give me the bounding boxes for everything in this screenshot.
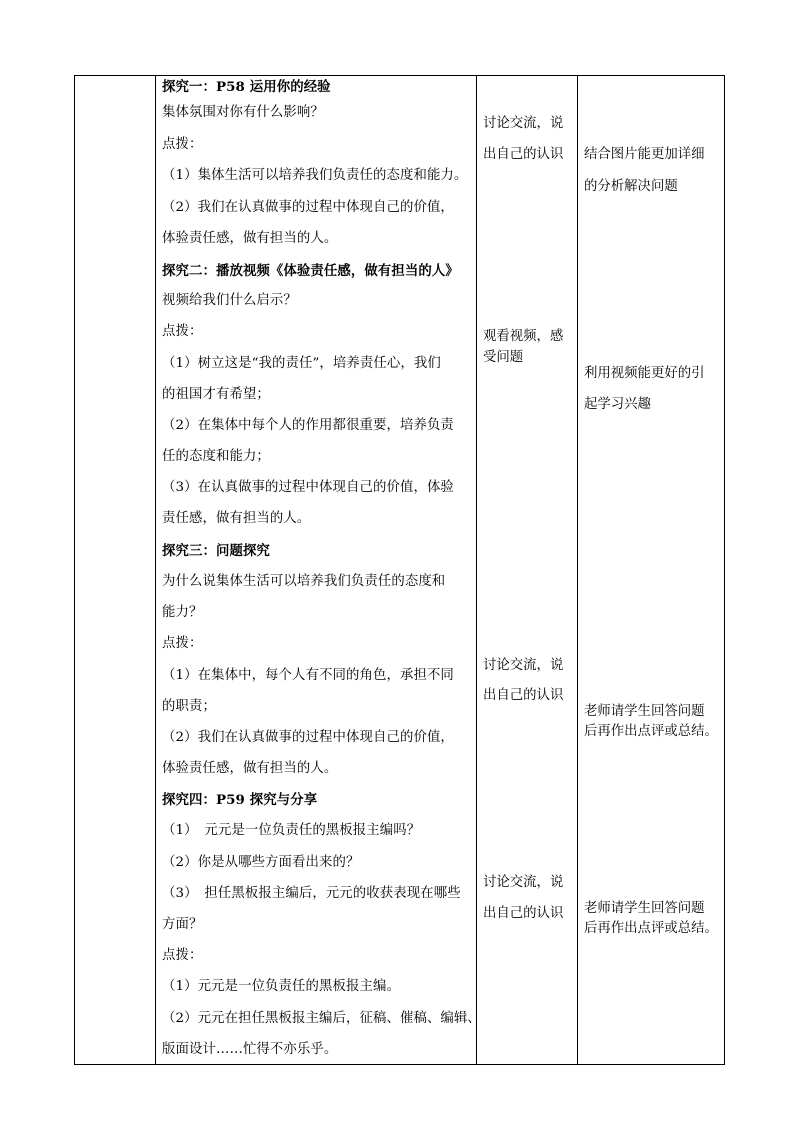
design-intent-2: 起学习兴趣 [584, 397, 651, 412]
section-2-line: 点拨： [162, 324, 203, 339]
section-3-line: 体验责任感，做有担当的人。 [162, 761, 338, 776]
section-2-line: 责任感，做有担当的人。 [162, 511, 311, 526]
section-2-line: （3）在认真做事的过程中体现自己的价值，体验 [162, 480, 454, 495]
section-1-line: 体验责任感，做有担当的人。 [162, 231, 338, 246]
student-activity-3: 出自己的认识 [483, 688, 564, 703]
section-1-line: 集体氛围对你有什么影响？ [162, 105, 324, 120]
section-3-line: 为什么说集体生活可以培养我们负责任的态度和 [162, 574, 446, 589]
student-activity-2: 受问题 [483, 350, 524, 365]
student-activity-1: 讨论交流，说 [483, 116, 564, 131]
design-intent-4: 老师请学生回答问题 [584, 901, 705, 916]
design-intent-1: 的分析解决问题 [584, 179, 678, 194]
table-row [75, 76, 725, 1065]
design-intent-2: 利用视频能更好的引 [584, 366, 705, 381]
design-intent-4: 后再作出点评或总结。 [584, 921, 718, 936]
section-4-line: （3） 担任黑板报主编后，元元的收获表现在哪些 [162, 886, 461, 901]
section-1-line: （2）我们在认真做事的过程中体现自己的价值， [162, 200, 454, 215]
design-intent-1: 结合图片能更加详细 [584, 147, 705, 162]
section-4-line: 点拨： [162, 948, 203, 963]
blank-column-cell [75, 76, 156, 1065]
section-2-line: 的祖国才有希望； [162, 387, 270, 402]
section-1-title: 探究一：P58 运用你的经验 [162, 79, 331, 95]
section-4-line: （2）你是从哪些方面看出来的？ [162, 855, 360, 870]
design-intent-cell [578, 76, 725, 1065]
section-3-title: 探究三：问题探究 [162, 543, 270, 559]
design-intent-3: 后再作出点评或总结。 [584, 724, 718, 739]
student-activity-3: 讨论交流，说 [483, 658, 564, 673]
student-activity-2: 观看视频，感 [483, 329, 564, 344]
section-1-line: （1）集体生活可以培养我们负责任的态度和能力。 [162, 168, 468, 183]
section-4-line: 方面？ [162, 917, 203, 932]
section-2-line: （2）在集体中每个人的作用都很重要，培养负责 [162, 418, 454, 433]
section-4-line: 版面设计……忙得不亦乐乎。 [162, 1042, 338, 1057]
student-activity-1: 出自己的认识 [483, 147, 564, 162]
section-2-line: 任的态度和能力； [162, 449, 270, 464]
section-2-line: （1）树立这是“我的责任”，培养责任心，我们 [162, 356, 441, 371]
section-3-line: 能力？ [162, 605, 203, 620]
section-3-line: （1）在集体中，每个人有不同的角色，承担不同 [162, 668, 454, 683]
section-4-line: （1） 元元是一位负责任的黑板报主编吗？ [162, 823, 421, 838]
section-2-line: 视频给我们什么启示？ [162, 293, 297, 308]
lesson-plan-table [74, 75, 725, 1065]
section-1-line: 点拨： [162, 137, 203, 152]
student-activity-cell [477, 76, 578, 1065]
teaching-content-cell [156, 76, 481, 1065]
section-2-title: 探究二：播放视频《体验责任感，做有担当的人》 [162, 263, 459, 279]
section-3-line: 点拨： [162, 636, 203, 651]
section-4-title: 探究四：P59 探究与分享 [162, 792, 318, 808]
section-4-line: （1）元元是一位负责任的黑板报主编。 [162, 979, 400, 994]
student-activity-4: 讨论交流，说 [483, 875, 564, 890]
student-activity-4: 出自己的认识 [483, 906, 564, 921]
design-intent-3: 老师请学生回答问题 [584, 704, 705, 719]
section-3-line: （2）我们在认真做事的过程中体现自己的价值， [162, 730, 454, 745]
section-4-line: （2）元元在担任黑板报主编后，征稿、催稿、编辑、 [162, 1011, 481, 1026]
section-3-line: 的职责； [162, 699, 216, 714]
